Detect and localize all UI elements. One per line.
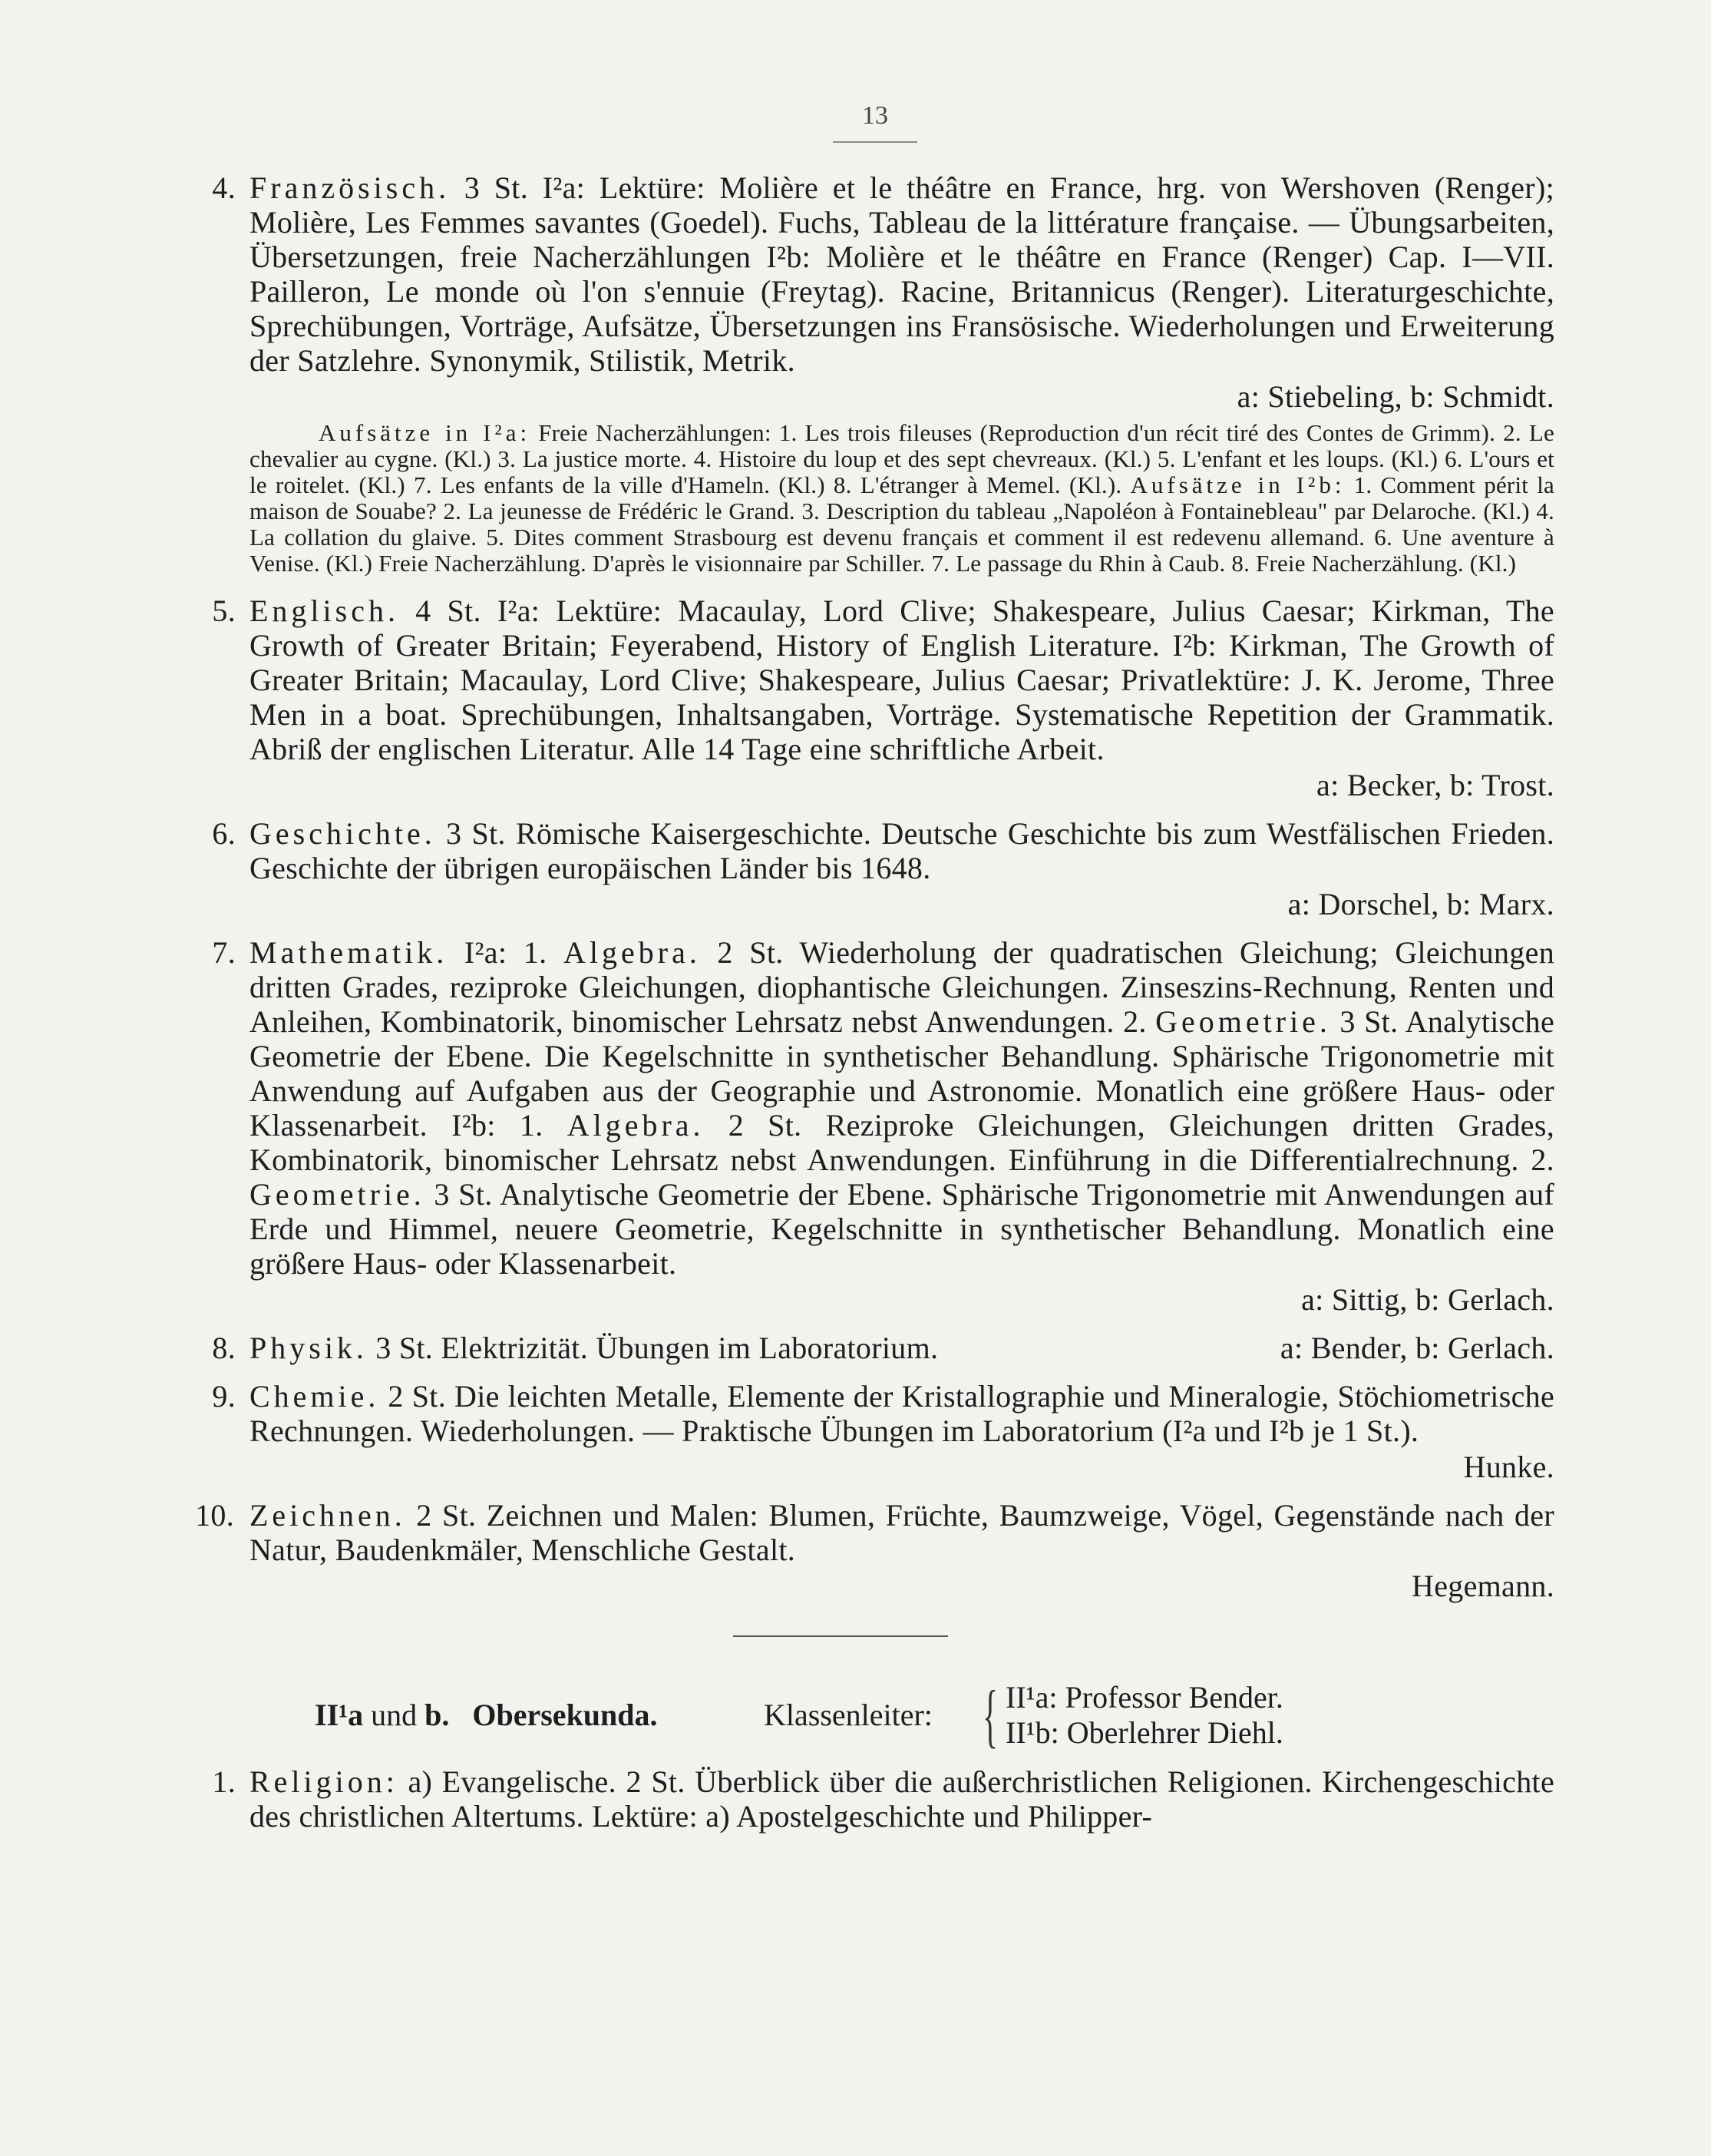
section-text: 3 St. I²a: Lektüre: Molière et le théâtre en France, hrg. von Wershoven (Renger); Molière, Les Femmes savantes (Goedel). Fuchs, Tableau de la littérature française. — Übungsarbeiten, Übersetzungen, freie Nacherzählungen I²b: Molière et le théâtre en France (Renger) Cap. I—VII. Pailleron, Le monde où l'on s'ennuie (Freytag). Racine, Britannicus (Renger). Literaturgeschichte, Sprechübungen, Vorträge, Aufsätze, Übersetzungen ins Fransösische. Wiederholungen und Erweiterung der Satzlehre. Synonymik, Stilistik, Metrik. (249, 170, 1554, 378)
class-leaders (1006, 1680, 1283, 1751)
class-leader-label: Klassenleiter: (764, 1698, 933, 1732)
section-number: 4. (212, 170, 236, 205)
section-number: 6. (212, 816, 236, 851)
section-number: 5. (212, 594, 236, 628)
essays-label-b: Aufsätze in I²b: (1130, 471, 1346, 498)
section-number: 7. (212, 935, 236, 970)
section-subject: Englisch. (249, 594, 399, 628)
essay-list-franzoesisch (142, 420, 1554, 577)
section-teachers: a: Becker, b: Trost. (1316, 768, 1554, 802)
subtopic-geometrie: Geometrie. (249, 1177, 425, 1212)
section-franzoesisch (142, 170, 1554, 414)
class-leader-a: II¹a: Professor Bender. (1006, 1680, 1283, 1715)
subtopic-algebra: Algebra. (566, 1108, 705, 1142)
section-text: a) Evangelische. 2 St. Überblick über die außerchristlichen Religionen. Kirchengeschichte des christlichen Altertums. Lektüre: a) Apostelgeschichte und Philipper- (249, 1764, 1554, 1834)
section-chemie (142, 1379, 1554, 1484)
section-teachers: Hegemann. (1412, 1569, 1554, 1603)
section-text: 2 St. Die leichten Metalle, Elemente der Kristallographie und Mineralogie, Stöchiometrische Rechnungen. Wiederholungen. — Praktische Übungen im Laboratorium (I²a und I²b je 1 St.). (249, 1379, 1554, 1448)
section-text: 3 St. Analytische Geometrie der Ebene. Die Kegelschnitte in synthetischer Behandlung. Sphärische Trigonometrie mit Anwendung auf Aufgaben aus der Geographie und Astronomie. Monatlich eine größere Haus- oder Klassenarbeit. I²b: 1. (249, 1004, 1554, 1142)
essays-label-a: Aufsätze in I²a: (319, 419, 531, 446)
section-text: 3 St. Römische Kaisergeschichte. Deutsche Geschichte bis zum Westfälischen Frieden. Geschichte der übrigen europäischen Länder bis 1648. (249, 816, 1554, 885)
section-text: 2 St. Zeichnen und Malen: Blumen, Früchte, Baumzweige, Vögel, Gegenstände nach der Natur, Baudenkmäler, Menschliche Gestalt. (249, 1498, 1554, 1567)
essays-text-a: Freie Nacherzählungen: 1. Les trois fileuses (Reproduction d'un récit tiré des Contes de Grimm). 2. Le chevalier au cygne. (Kl.) 3. La justice morte. 4. Histoire du loup et des sept chevreaux. (Kl.) 5. L'enfant et les loups. (Kl.) 6. L'ours et le roitelet. (Kl.) 7. Les enfants de la ville d'Hameln. (Kl.) 8. L'étranger à Memel. (Kl.). (249, 419, 1554, 498)
subtopic-geometrie: Geometrie. (1155, 1004, 1331, 1039)
section-subject: Chemie. (249, 1379, 380, 1414)
class-leader-b: II¹b: Oberlehrer Diehl. (1006, 1715, 1283, 1750)
section-divider (733, 1635, 948, 1637)
class-name: Obersekunda. (472, 1698, 658, 1732)
section-subject: Französisch. (249, 170, 451, 205)
section-number: 10. (195, 1498, 234, 1533)
section-mathematik (142, 935, 1554, 1317)
section-englisch (142, 594, 1554, 802)
section-teachers: a: Sittig, b: Gerlach. (1301, 1282, 1554, 1317)
section-number: 1. (212, 1764, 236, 1799)
section-subject: Physik. (249, 1331, 368, 1365)
section-text: I²a: 1. (448, 935, 564, 970)
class-code-b: b. (424, 1698, 450, 1732)
class-title-und: und (363, 1698, 425, 1732)
page-content (142, 170, 1554, 1834)
page-number-rule (833, 141, 917, 143)
section-text: 3 St. Analytische Geometrie der Ebene. Sphärische Trigonometrie mit Anwendungen auf Erde und Himmel, neuere Geometrie, Kegelschnitte in synthetischer Behandlung. Monatlich eine größere Haus- oder Klassenarbeit. (249, 1177, 1554, 1281)
section-religion (142, 1764, 1554, 1834)
section-subject: Geschichte. (249, 816, 436, 851)
section-subject: Mathematik. (249, 935, 448, 970)
section-geschichte (142, 816, 1554, 921)
section-number: 9. (212, 1379, 236, 1414)
section-teachers: Hunke. (1463, 1450, 1554, 1484)
section-teachers: a: Bender, b: Gerlach. (1280, 1331, 1554, 1365)
section-text: 4 St. I²a: Lektüre: Macaulay, Lord Clive; Shakespeare, Julius Caesar; Kirkman, The Growth of Greater Britain; Feyerabend, History of English Literature. I²b: Kirkman, The Growth of Greater Britain; Macaulay, Lord Clive; Shakespeare, Julius Caesar; Privatlektüre: J. K. Jerome, Three Men in a boat. Sprechübungen, Inhaltsangaben, Vorträge. Systematische Repetition der Grammatik. Abriß der englischen Literatur. Alle 14 Tage eine schriftliche Arbeit. (249, 594, 1554, 766)
section-teachers: a: Stiebeling, b: Schmidt. (1237, 379, 1554, 414)
brace-icon: { (983, 1676, 999, 1754)
section-subject: Zeichnen. (249, 1498, 406, 1533)
class-title (315, 1697, 658, 1733)
section-zeichnen (142, 1498, 1554, 1603)
essays-text-b: 1. Comment périt la maison de Souabe? 2. La jeunesse de Frédéric le Grand. 3. Description du tableau „Napoléon à Fontainebleau" par Delaroche. (Kl.) 4. La collation du glaive. 5. Dites comment Strasbourg est devenu français et comment il est redevenu allemand. 6. Une aventure à Venise. (Kl.) Freie Nacherzählung. D'après le visionnaire par Schiller. 7. Le passage du Rhin à Caub. 8. Freie Nacherzählung. (Kl.) (249, 471, 1555, 577)
section-text: 3 St. Elektrizität. Übungen im Laboratorium. (367, 1331, 939, 1365)
class-header (142, 1676, 1554, 1764)
class-code: II¹a (315, 1698, 364, 1732)
subtopic-algebra: Algebra. (563, 935, 701, 970)
section-text: 2 St. Wiederholung der quadratischen Gleichung; Gleichungen dritten Grades, reziproke Gleichungen, diophantische Gleichungen. Zinseszins-Rechnung, Renten und Anleihen, Kombinatorik, binomischer Lehrsatz nebst Anwendungen. 2. (249, 935, 1554, 1039)
page-number: 13 (862, 101, 888, 130)
section-subject: Religion: (249, 1764, 398, 1799)
section-physik (142, 1331, 1554, 1365)
section-number: 8. (212, 1331, 236, 1365)
section-teachers: a: Dorschel, b: Marx. (1287, 887, 1554, 921)
section-text: 2 St. Reziproke Gleichungen, Gleichungen dritten Grades, Kombinatorik, binomischer Lehrsatz nebst Anwendungen. Einführung in die Differentialrechnung. 2. (249, 1108, 1554, 1177)
